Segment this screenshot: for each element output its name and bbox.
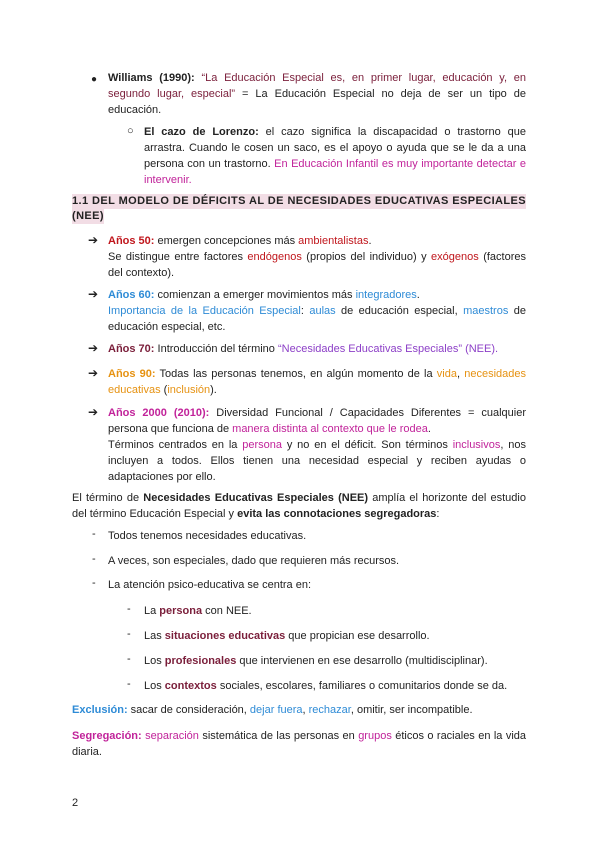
williams-bullet: Williams (1990): “La Educación Especial es, en primer lugar, educación y, en segundo lugar, especial” = La Educación Especial no deja de ser un tipo de educación. [108,72,526,116]
arrow-item-50: Años 50: emergen concepciones más ambientalistas. Se distingue entre factores endógenos (propios del individuo) y exógenos (factores del contexto). [108,235,526,279]
arrow-item-2000: Años 2000 (2010): Diversidad Funcional / Capacidades Diferentes = cualquier persona que funciona de manera distinta al contexto que le rodea. Términos centrados en la persona y no en el déficit. Son términos inclusivos, nos incluyen a todos. Ellos tienen una necesidad especial y reciben ayudas o adaptaciones por ello. [108,407,526,483]
arrow-right-icon: ➔ [88,233,99,247]
sub-list-item: Las situaciones educativas que propician ese desarrollo. [144,630,430,642]
dash-bullet-icon: - [92,553,96,565]
dash-bullet-icon: - [127,603,131,615]
dash-bullet-icon: - [92,577,96,589]
dash-bullet-icon: - [127,628,131,640]
dash-bullet-icon: - [127,678,131,690]
dash-bullet-icon: - [127,653,131,665]
list-item: La atención psico-educativa se centra en: [108,579,312,591]
sub-list-item: Los profesionales que intervienen en ese desarrollo (multidisciplinar). [144,655,488,667]
arrow-item-70: Años 70: Introducción del término “Necesidades Educativas Especiales” (NEE). [108,343,499,355]
arrow-right-icon: ➔ [88,341,99,355]
dash-bullet-icon: - [92,528,96,540]
page-number: 2 [72,797,79,809]
arrow-item-90: Años 90: Todas las personas tenemos, en algún momento de la vida, necesidades educativas (inclusión). [108,368,526,396]
arrow-right-icon: ➔ [88,405,99,419]
circle-bullet-icon: ○ [127,125,134,137]
arrow-right-icon: ➔ [88,366,99,380]
bullet-dot-icon: ● [91,74,98,85]
lorenzo-bullet: El cazo de Lorenzo: el cazo significa la discapacidad o trastorno que arrastra. Cuando le cosen un saco, es el apoyo o ayuda que se le da a una persona con un trastorno. En Educación Infantil es muy importante detectar e intervenir. [144,126,527,186]
list-item: Todos tenemos necesidades educativas. [108,530,307,542]
definition-segregacion: Segregación: separación sistemática de las personas en grupos éticos o raciales en la vida diaria. [72,730,527,758]
section-heading: 1.1 DEL MODELO DE DÉFICITS AL DE NECESIDADES EDUCATIVAS ESPECIALES (NEE) [72,195,526,222]
list-item: A veces, son especiales, dado que requieren más recursos. [108,555,400,567]
nee-intro-paragraph: El término de Necesidades Educativas Especiales (NEE) amplía el horizonte del estudio del término Educación Especial y evita las connotaciones segregadoras: [72,492,526,520]
sub-list-item: Los contextos sociales, escolares, familiares o comunitarios donde se da. [144,680,508,692]
sub-list-item: La persona con NEE. [144,605,252,617]
arrow-right-icon: ➔ [88,287,99,301]
arrow-item-60: Años 60: comienzan a emerger movimientos más integradores. Importancia de la Educación Especial: aulas de educación especial, maestros de educación especial, etc. [108,289,526,333]
definition-exclusion: Exclusión: sacar de consideración, dejar fuera, rechazar, omitir, ser incompatible. [72,704,473,716]
